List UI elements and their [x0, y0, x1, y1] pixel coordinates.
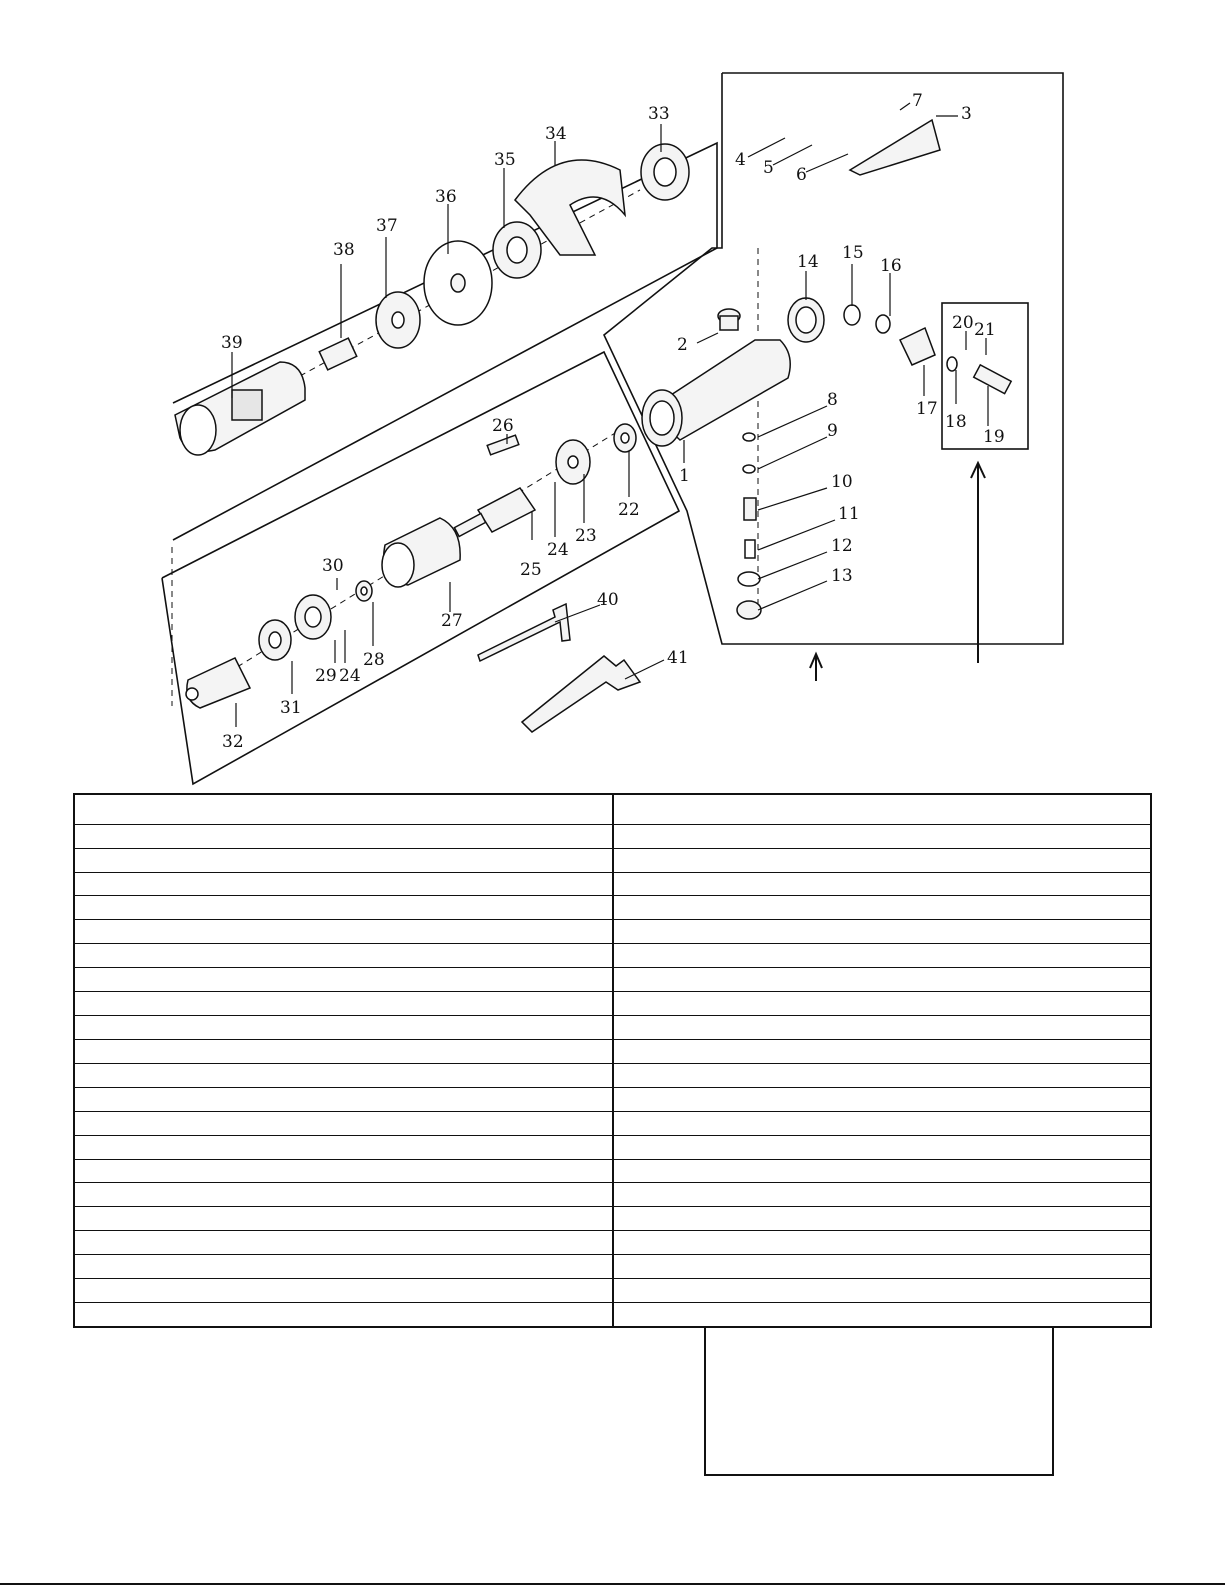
table-row [75, 1040, 612, 1064]
callout-9: 9 [827, 421, 838, 441]
part-ring-16 [876, 315, 890, 333]
part-bushing-14 [788, 298, 824, 342]
part-valve-10 [744, 498, 756, 520]
part-wheel-36 [424, 241, 492, 325]
callout-15: 15 [842, 243, 864, 263]
table-row [614, 1064, 1151, 1088]
tool-hex-wrench-40 [478, 604, 570, 661]
callout-30: 30 [322, 556, 344, 576]
table-row [614, 873, 1151, 897]
callout-25: 25 [520, 560, 542, 580]
callout-21: 21 [974, 320, 996, 340]
table-row [614, 1160, 1151, 1184]
part-flange-37 [376, 292, 420, 348]
callout-28: 28 [363, 650, 385, 670]
callout-22: 22 [618, 500, 640, 520]
callout-34: 34 [545, 124, 567, 144]
part-cylinder-27 [382, 518, 460, 587]
callout-11: 11 [838, 504, 860, 524]
callout-13: 13 [831, 566, 853, 586]
callout-23: 23 [575, 526, 597, 546]
table-row [75, 825, 612, 849]
table-row [614, 1040, 1151, 1064]
table-row [614, 896, 1151, 920]
parts-list-right-column [612, 795, 1151, 1326]
table-row [75, 849, 612, 873]
callout-4: 4 [735, 150, 746, 170]
part-body-1 [642, 340, 790, 446]
callout-7: 7 [912, 91, 923, 111]
part-lever-3 [850, 120, 940, 175]
table-row [614, 1303, 1151, 1326]
table-row [75, 1016, 612, 1040]
part-washer-8 [743, 433, 755, 441]
part-housing-39 [175, 362, 305, 455]
callout-38: 38 [333, 240, 355, 260]
table-row [614, 1136, 1151, 1160]
table-row [614, 1231, 1151, 1255]
callout-17: 17 [916, 399, 938, 419]
callout-36: 36 [435, 187, 457, 207]
table-row [614, 1112, 1151, 1136]
table-row [75, 1064, 612, 1088]
callout-41: 41 [667, 648, 689, 668]
callout-1: 1 [679, 466, 690, 486]
table-row [75, 1303, 612, 1326]
table-row [75, 896, 612, 920]
callout-37: 37 [376, 216, 398, 236]
table-row [75, 1231, 612, 1255]
callout-8: 8 [827, 390, 838, 410]
table-row [75, 1136, 612, 1160]
part-plate-29 [295, 595, 331, 639]
callout-2: 2 [677, 335, 688, 355]
table-row [614, 1207, 1151, 1231]
callout-5: 5 [763, 158, 774, 178]
callout-39: 39 [221, 333, 243, 353]
table-row [614, 1279, 1151, 1303]
callout-33: 33 [648, 104, 670, 124]
table-row [75, 1112, 612, 1136]
callout-35: 35 [494, 150, 516, 170]
table-row [75, 1279, 612, 1303]
callout-10: 10 [831, 472, 853, 492]
callout-19: 19 [983, 427, 1005, 447]
callout-24b: 24 [339, 666, 361, 686]
callout-40: 40 [597, 590, 619, 610]
part-ring-18 [947, 357, 957, 371]
part-bearing-22 [614, 424, 636, 452]
callout-18: 18 [945, 412, 967, 432]
callout-14: 14 [797, 252, 819, 272]
table-row [75, 1160, 612, 1184]
callout-29: 29 [315, 666, 337, 686]
callout-31: 31 [280, 698, 302, 718]
table-row [75, 1255, 612, 1279]
callout-16: 16 [880, 256, 902, 276]
callout-26: 26 [492, 416, 514, 436]
table-row [614, 968, 1151, 992]
table-row [614, 849, 1151, 873]
part-end-plate-23 [556, 440, 590, 484]
parts-list-table [73, 793, 1152, 1328]
part-spring-11 [745, 540, 755, 558]
part-nut-35 [493, 222, 541, 278]
table-row [75, 1088, 612, 1112]
parts-list-left-column [75, 795, 612, 1326]
part-blade-26 [487, 435, 519, 455]
callout-32: 32 [222, 732, 244, 752]
callout-27: 27 [441, 611, 463, 631]
tool-spanner-41 [522, 656, 640, 732]
callout-12: 12 [831, 536, 853, 556]
table-row [614, 992, 1151, 1016]
part-washer-28 [356, 581, 372, 601]
table-row [75, 992, 612, 1016]
callout-6: 6 [796, 165, 807, 185]
table-row [614, 944, 1151, 968]
part-cap-2 [718, 309, 740, 330]
part-washer-9 [743, 465, 755, 473]
table-row [614, 1255, 1151, 1279]
table-row [614, 920, 1151, 944]
table-header-left [75, 795, 612, 825]
part-valve-seat-13 [737, 601, 761, 619]
part-ring-15 [844, 305, 860, 325]
part-inlet-19 [974, 365, 1011, 394]
note-box [704, 1328, 1054, 1476]
table-row [75, 1207, 612, 1231]
table-row [75, 944, 612, 968]
table-row [75, 1183, 612, 1207]
part-spindle-38 [319, 338, 356, 370]
table-row [614, 1183, 1151, 1207]
part-rotor-25 [454, 488, 535, 536]
part-clamp-33 [641, 144, 689, 200]
table-row [614, 1016, 1151, 1040]
table-row [75, 873, 612, 897]
table-row [75, 920, 612, 944]
callout-20: 20 [952, 313, 974, 333]
table-row [75, 968, 612, 992]
part-muffler-17 [900, 328, 935, 365]
table-row [614, 1088, 1151, 1112]
callout-24a: 24 [547, 540, 569, 560]
part-oring-12 [738, 572, 760, 586]
table-header-right [614, 795, 1151, 825]
part-bearing-31 [259, 620, 291, 660]
callout-3: 3 [961, 104, 972, 124]
table-row [614, 825, 1151, 849]
